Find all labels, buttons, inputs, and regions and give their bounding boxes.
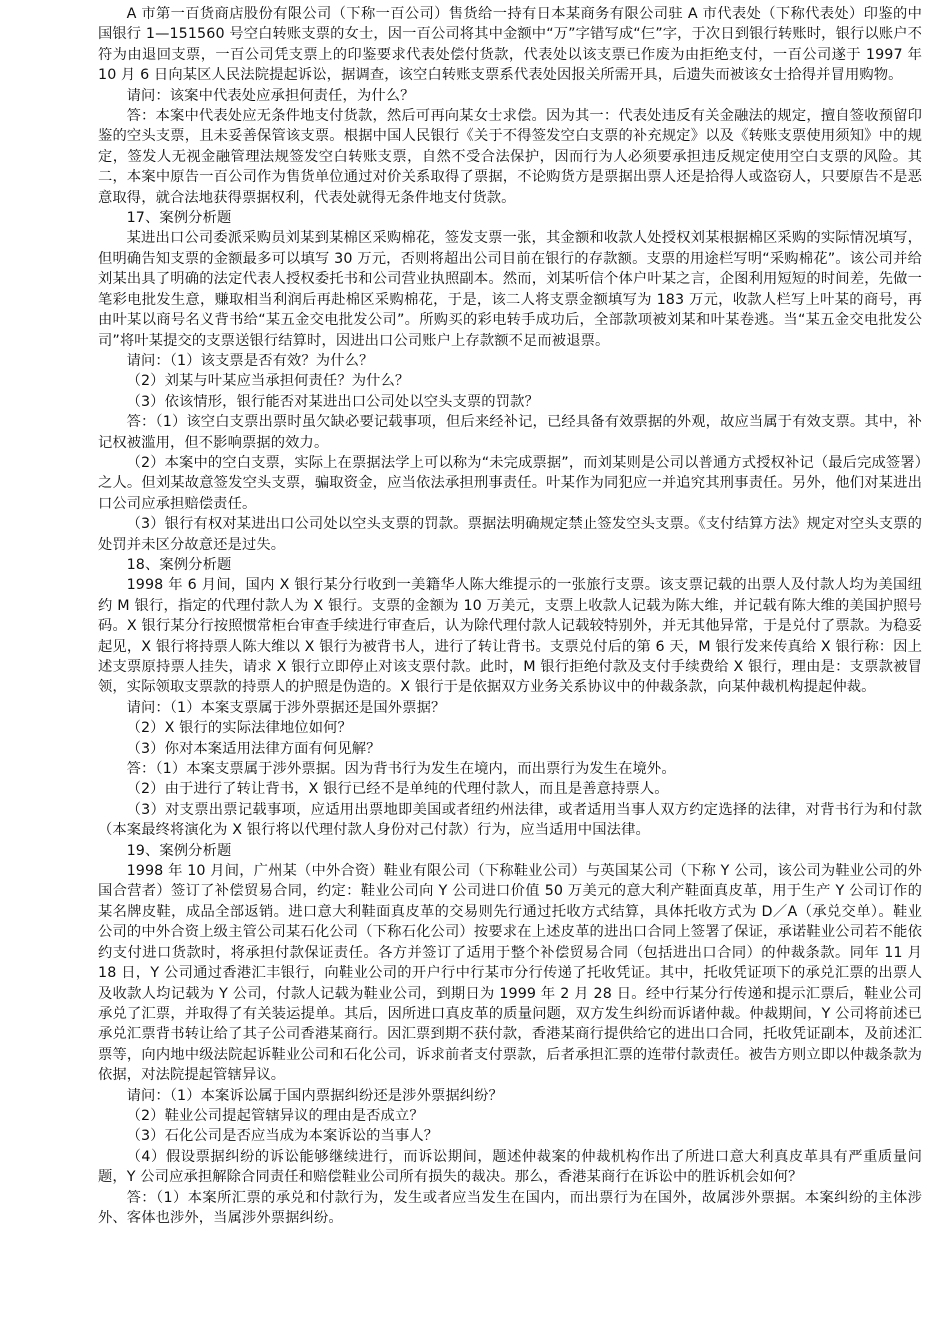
- case19-question-2: （2）鞋业公司提起管辖异议的理由是否成立？: [126, 1107, 424, 1124]
- case18-answer-1: 答：（1）本案支票属于涉外票据。因为背书行为发生在境内，而出票行为发生在境外。: [126, 761, 676, 778]
- case16-answer: 答：本案中代表处应无条件地支付货款，然后可再向某女士求偿。因为其一：代表处违反有关金融法的规定，擅自签收预留印鉴的空头支票，且未妥善保管该支票。根据中国人民银行《关于不得签发空白支票的补充规定》以及《转账支票使用须知》中的规定，签发人无视金融管理法规签发空白转账支票，自然不受合法保护，因而行为人必须要承担违反规定使用空白支票的风险。其二，本案中原告一百公司作为售货单位通过对价关系取得了票据，不论购货方是票据出票人还是拾得人或盗窃人，只要原告不是恶意取得，就合法地获得票据权利，代表处就得无条件地支付货款。: [98, 108, 922, 206]
- case17-answer-3: （3）银行有权对某进出口公司处以空头支票的罚款。票据法明确规定禁止签发空头支票。《支付结算方法》规定对空头支票的处罚并未区分故意还是过失。: [98, 516, 922, 553]
- case18-question-2: （2）X 银行的实际法律地位如何？: [126, 720, 352, 737]
- case17-question-1: 请问：（1）该支票是否有效？为什么？: [126, 352, 374, 369]
- case18-question-1: 请问：（1）本案支票属于涉外票据还是国外票据？: [126, 699, 446, 716]
- case17-heading: 17、案例分析题: [126, 210, 232, 227]
- case18-question-3: （3）你对本案适用法律方面有何见解？: [126, 740, 381, 757]
- case19-facts: 1998 年 10 月间，广州某（中外合资）鞋业有限公司（下称鞋业公司）与英国某公司（下称 Y 公司，该公司为鞋业公司的外国合营者）签订了补偿贸易合同，约定：鞋业公司向 Y 公司进口价值 50 万美元的意大利产鞋面真皮革，用于生产 Y 公司订作的某名牌皮鞋，成品全部返销。进口意大利鞋面真皮革的交易则先行通过托收方式结算，具体托收方式为 D／A（承兑交单）。鞋业公司的中外合资上级主管公司某石化公司（下称石化公司）按要求在上述皮革的进出口合同上签署了保证，承诺鞋业公司若不能依约支付进口货款时，将承担付款保证责任。各方并签订了适用于整个补偿贸易合同（包括进出口合同）的仲裁条款。同年 11 月 18 日，Y 公司通过香港汇丰银行，向鞋业公司的开户行中行某市分行传递了托收凭证。其中，托收凭证项下的承兑汇票的出票人及收款人均记载为 Y 公司，付款人记载为鞋业公司，到期日为 1999 年 2 月 28 日。经中行某分行传递和提示汇票后，鞋业公司承兑了汇票，并取得了有关装运提单。其后，因所进口真皮革的质量问题，双方发生纠纷而诉诸仲裁。仲裁期间，Y 公司将前述已承兑汇票背书转让给了其子公司香港某商行。因汇票到期不获付款，香港某商行提供给它的进出口合同，托收凭证副本，及前述汇票等，向内地中级法院起诉鞋业公司和石化公司，诉求前者支付票款，后者承担汇票的连带付款责任。被告方则立即以仲裁条款为依据，对法院提起管辖异议。: [98, 863, 922, 1084]
- case16-question: 请问：该案中代表处应承担何责任，为什么？: [126, 87, 415, 104]
- case17-facts: 某进出口公司委派采购员刘某到某棉区采购棉花，签发支票一张，其金额和收款人处授权刘某根据棉区采购的实际情况填写，但明确告知支票的金额最多可以填写 30 万元，否则将超出公司目前在银行的存款额。支票的用途栏写明“采购棉花”。该公司并给刘某出具了明确的法定代表人授权委托书和公司营业执照副本。然而，刘某听信个体户叶某之言，企图利用短短的时间差，先做一笔彩电批发生意，赚取相当利润后再赴棉区采购棉花，于是，该二人将支票金额填写为 183 万元，收款人栏写上叶某的商号，再由叶某以商号名义背书给“某五金交电批发公司”。所购买的彩电转手成功后，全部款项被刘某和叶某卷逃。当“某五金交电批发公司”将叶某提交的支票送银行结算时，因进出口公司账户上存款额不足而被退票。: [98, 230, 922, 349]
- case18-answer-2: （2）由于进行了转让背书，X 银行已经不是单纯的代理付款人，而且是善意持票人。: [126, 781, 669, 798]
- case17-answer-2: （2）本案中的空白支票，实际上在票据法学上可以称为“未完成票据”，而刘某则是公司以普通方式授权补记（最后完成签署）之人。但刘某故意签发空头支票，骗取资金，应当依法承担刑事责任。叶某作为同犯应一并追究其刑事责任。另外，他们对某进出口公司应承担赔偿责任。: [98, 454, 922, 512]
- case18-answer-3: （3）对支票出票记载事项，应适用出票地即美国或者纽约州法律，或者适用当事人双方约定选择的法律，对背书行为和付款（本案最终将演化为 X 银行将以代理付款人身份对己付款）行为，应当适用中国法律。: [98, 801, 922, 839]
- case16-facts: A 市第一百货商店股份有限公司（下称一百公司）售货给一持有日本某商务有限公司驻 A 市代表处（下称代表处）印鉴的中国银行 1—151560 号空白转账支票的女士，因一百公司将其中金额中“万”字错写成“仨”字，于次日到银行转账时，银行以账户不符为由退回支票，一百公司凭支票上的印鉴要求代表处偿付货款，代表处以该支票已作废为由拒绝支付，一百公司遂于 1997 年 10 月 6 日向某区人民法院提起诉讼，据调查，该空白转账支票系代表处因报关所需开具，后遗失而被该女士拾得并冒用购物。: [98, 6, 922, 84]
- case18-heading: 18、案例分析题: [126, 556, 232, 573]
- case19-question-4: （4）假设票据纠纷的诉讼能够继续进行，而诉讼期间，题述仲裁案的仲裁机构作出了所进口意大利真皮革具有严重质量问题，Y 公司应承担解除合同责任和赔偿鞋业公司所有损失的裁决。那么，香港某商行在诉讼中的胜诉机会如何？: [98, 1148, 922, 1186]
- case17-answer-1: 答：（1）该空白支票出票时虽欠缺必要记载事项，但后来经补记，已经具备有效票据的外观，故应当属于有效支票。其中，补记权被滥用，但不影响票据的效力。: [98, 414, 922, 451]
- case17-question-3: （3）依该情形，银行能否对某进出口公司处以空头支票的罚款？: [126, 393, 539, 410]
- case19-heading: 19、案例分析题: [126, 842, 232, 859]
- case18-facts: 1998 年 6 月间，国内 X 银行某分行收到一美籍华人陈大维提示的一张旅行支票。该支票记载的出票人及付款人均为美国纽约 M 银行，指定的代理付款人为 X 银行。支票的金额为 10 万美元，支票上收款人记载为陈大维，并记载有陈大维的美国护照号码。X 银行某分行按照惯常柜台审查手续进行审查后，认为除代理付款人记载较特别外，并无其他异常，于是兑付了票款。为稳妥起见，X 银行将持票人陈大维以 X 银行为被背书人，进行了转让背书。支票兑付后的第 6 天，M 银行发来传真给 X 银行称：因上述支票原持票人挂失，请求 X 银行立即停止对该支票付款。此时，M 银行拒绝付款及支付手续费给 X 银行，理由是：支票款被冒领，实际领取支票款的持票人的护照是伪造的。X 银行于是依据双方业务关系协议中的仲裁条款，向某仲裁机构提起仲裁。: [98, 577, 922, 696]
- case17-question-2: （2）刘某与叶某应当承担何责任？为什么？: [126, 373, 410, 390]
- case19-question-1: 请问：（1）本案诉讼属于国内票据纠纷还是涉外票据纠纷？: [126, 1087, 503, 1104]
- case19-question-3: （3）石化公司是否应当成为本案诉讼的当事人？: [126, 1128, 439, 1145]
- case19-answer-1: 答：（1）本案所汇票的承兑和付款行为，发生或者应当发生在国内，而出票行为在国外，故属涉外票据。本案纠纷的主体涉外、客体也涉外，当属涉外票据纠纷。: [98, 1189, 922, 1226]
